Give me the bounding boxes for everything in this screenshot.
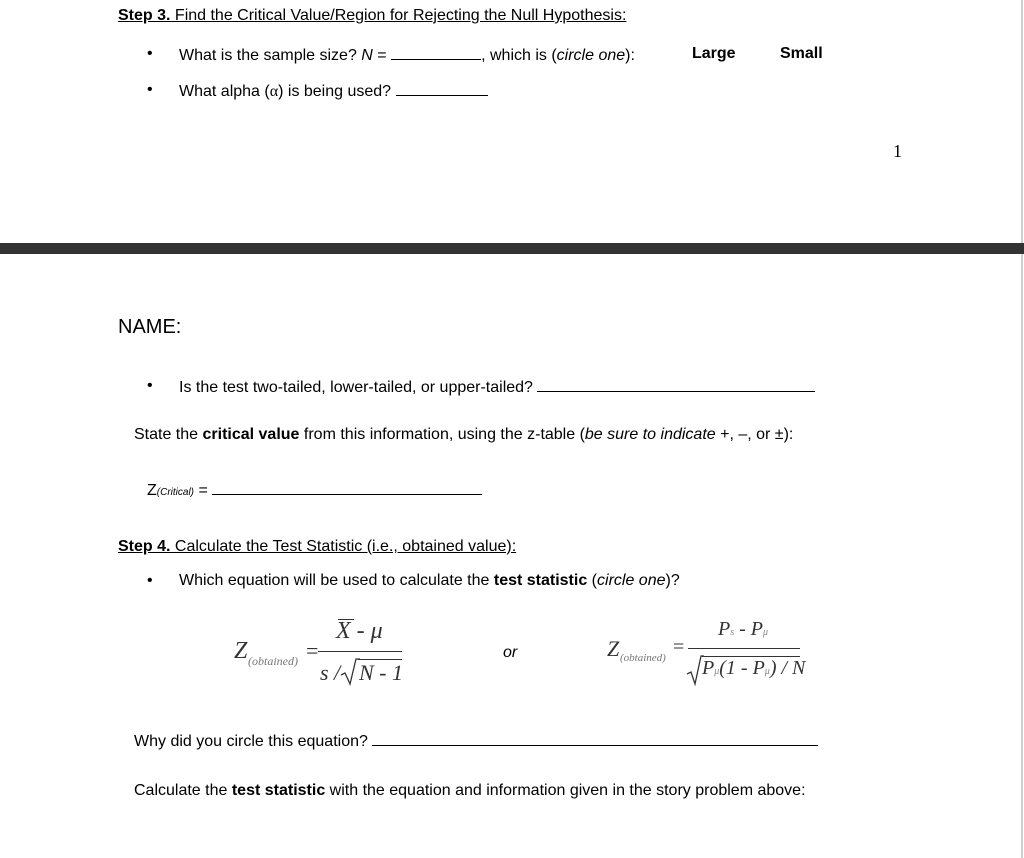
eq-question-pre: Which equation will be used to calculate the [179,572,494,589]
page-divider-bar [0,243,1024,254]
eq2-num-sub1: s [730,627,735,638]
eq1-subscript: (obtained) [248,654,298,668]
tail-question-text: Is the test two-tailed, lower-tailed, or upper-tailed? [179,379,533,396]
z-critical-blank[interactable] [212,480,482,495]
sample-size-post-a: , which is ( [481,47,557,64]
right-page-edge [1021,0,1023,244]
eq1-sqrt-icon [340,657,360,687]
bullet-dot: • [147,81,153,98]
sample-size-question [179,45,635,65]
tail-answer-blank[interactable] [537,377,815,392]
z-critical-equals: = [194,482,208,499]
alpha-text-post: ) is being used? [278,83,392,100]
alpha-question [179,81,488,101]
eq2-equals: = [673,636,685,658]
step3-heading-bold: Step 3. [118,7,171,24]
eq2-num-minus: - P [734,618,764,640]
bullet-dot: • [147,45,153,62]
critical-text-pre: State the [134,426,203,443]
sample-size-text: What is the sample size? [179,47,362,64]
critical-text-bold: critical value [202,426,300,443]
option-large[interactable]: Large [692,45,736,62]
alpha-blank[interactable] [396,81,488,96]
tail-question [179,377,815,397]
alpha-text-pre: What alpha ( [179,83,270,100]
step4-heading [118,538,516,556]
eq2-subscript: (obtained) [620,652,666,664]
z-critical-label: Z [147,482,157,499]
critical-text-mid: from this information, using the z-table ( [299,426,585,443]
circle-one-text: circle one [556,47,626,64]
eq1-denominator-b: N - 1 [359,660,403,685]
bullet-dot: • [147,572,153,589]
why-question [134,731,818,751]
eq2-numerator [718,618,768,641]
step3-heading-text: Find the Critical Value/Region for Rejecting the Null Hypothesis: [170,7,627,24]
eq1-denominator-a: s / [320,660,341,685]
eq-question-post: )? [665,572,680,589]
calc-text-pre: Calculate the [134,782,232,799]
why-answer-blank[interactable] [372,731,818,746]
critical-text-italic: be sure to indicate [584,426,716,443]
eq2-z: Z [607,636,620,661]
bullet-dot: • [147,377,153,394]
eq2-den-p: P [702,657,715,679]
option-small[interactable]: Small [780,45,823,62]
sample-size-blank[interactable] [391,45,481,60]
equation-question [179,572,680,590]
eq1-equals: = [306,638,319,663]
eq1-numerator: X - μ [336,618,383,644]
calc-text-post: with the equation and information given in the story problem above: [325,782,806,799]
eq2-num-sub2: μ [763,627,769,638]
alpha-symbol: α [269,83,279,100]
eq-question-mid: ( [587,572,598,589]
eq1-fraction-bar [318,651,402,652]
eq2-den-sub2: μ [764,666,770,677]
eq1-z: Z [234,638,248,664]
page-number: 1 [893,141,902,161]
step4-heading-bold: Step 4. [118,538,171,555]
eq2-num-p: P [718,618,731,640]
step4-heading-text: Calculate the Test Statistic (i.e., obtained value): [170,538,517,555]
step3-heading [118,7,626,25]
calculate-instruction [134,782,806,800]
name-label: NAME: [118,316,182,338]
critical-text-post: +, –, or ±): [715,426,794,443]
eq-question-bold: test statistic [493,572,588,589]
eq2-den-end: ) / N [769,657,806,679]
or-label: or [503,644,518,661]
eq2-den-sub: μ [714,666,720,677]
critical-value-statement [134,426,793,444]
why-question-text: Why did you circle this equation? [134,733,368,750]
eq2-denominator [702,657,805,680]
calc-text-bold: test statistic [231,782,326,799]
eq2-den-mid: (1 - P [719,657,765,679]
eq2-fraction-bar [688,648,800,649]
right-page-edge-lower [1021,254,1023,858]
z-critical-subscript: (Critical) [156,487,194,498]
sample-size-eq: = [372,47,392,64]
sample-size-var: N [361,47,373,64]
z-critical-line [147,480,482,500]
sample-size-post-b: ): [625,47,635,64]
eq-question-italic: circle one [597,572,666,589]
